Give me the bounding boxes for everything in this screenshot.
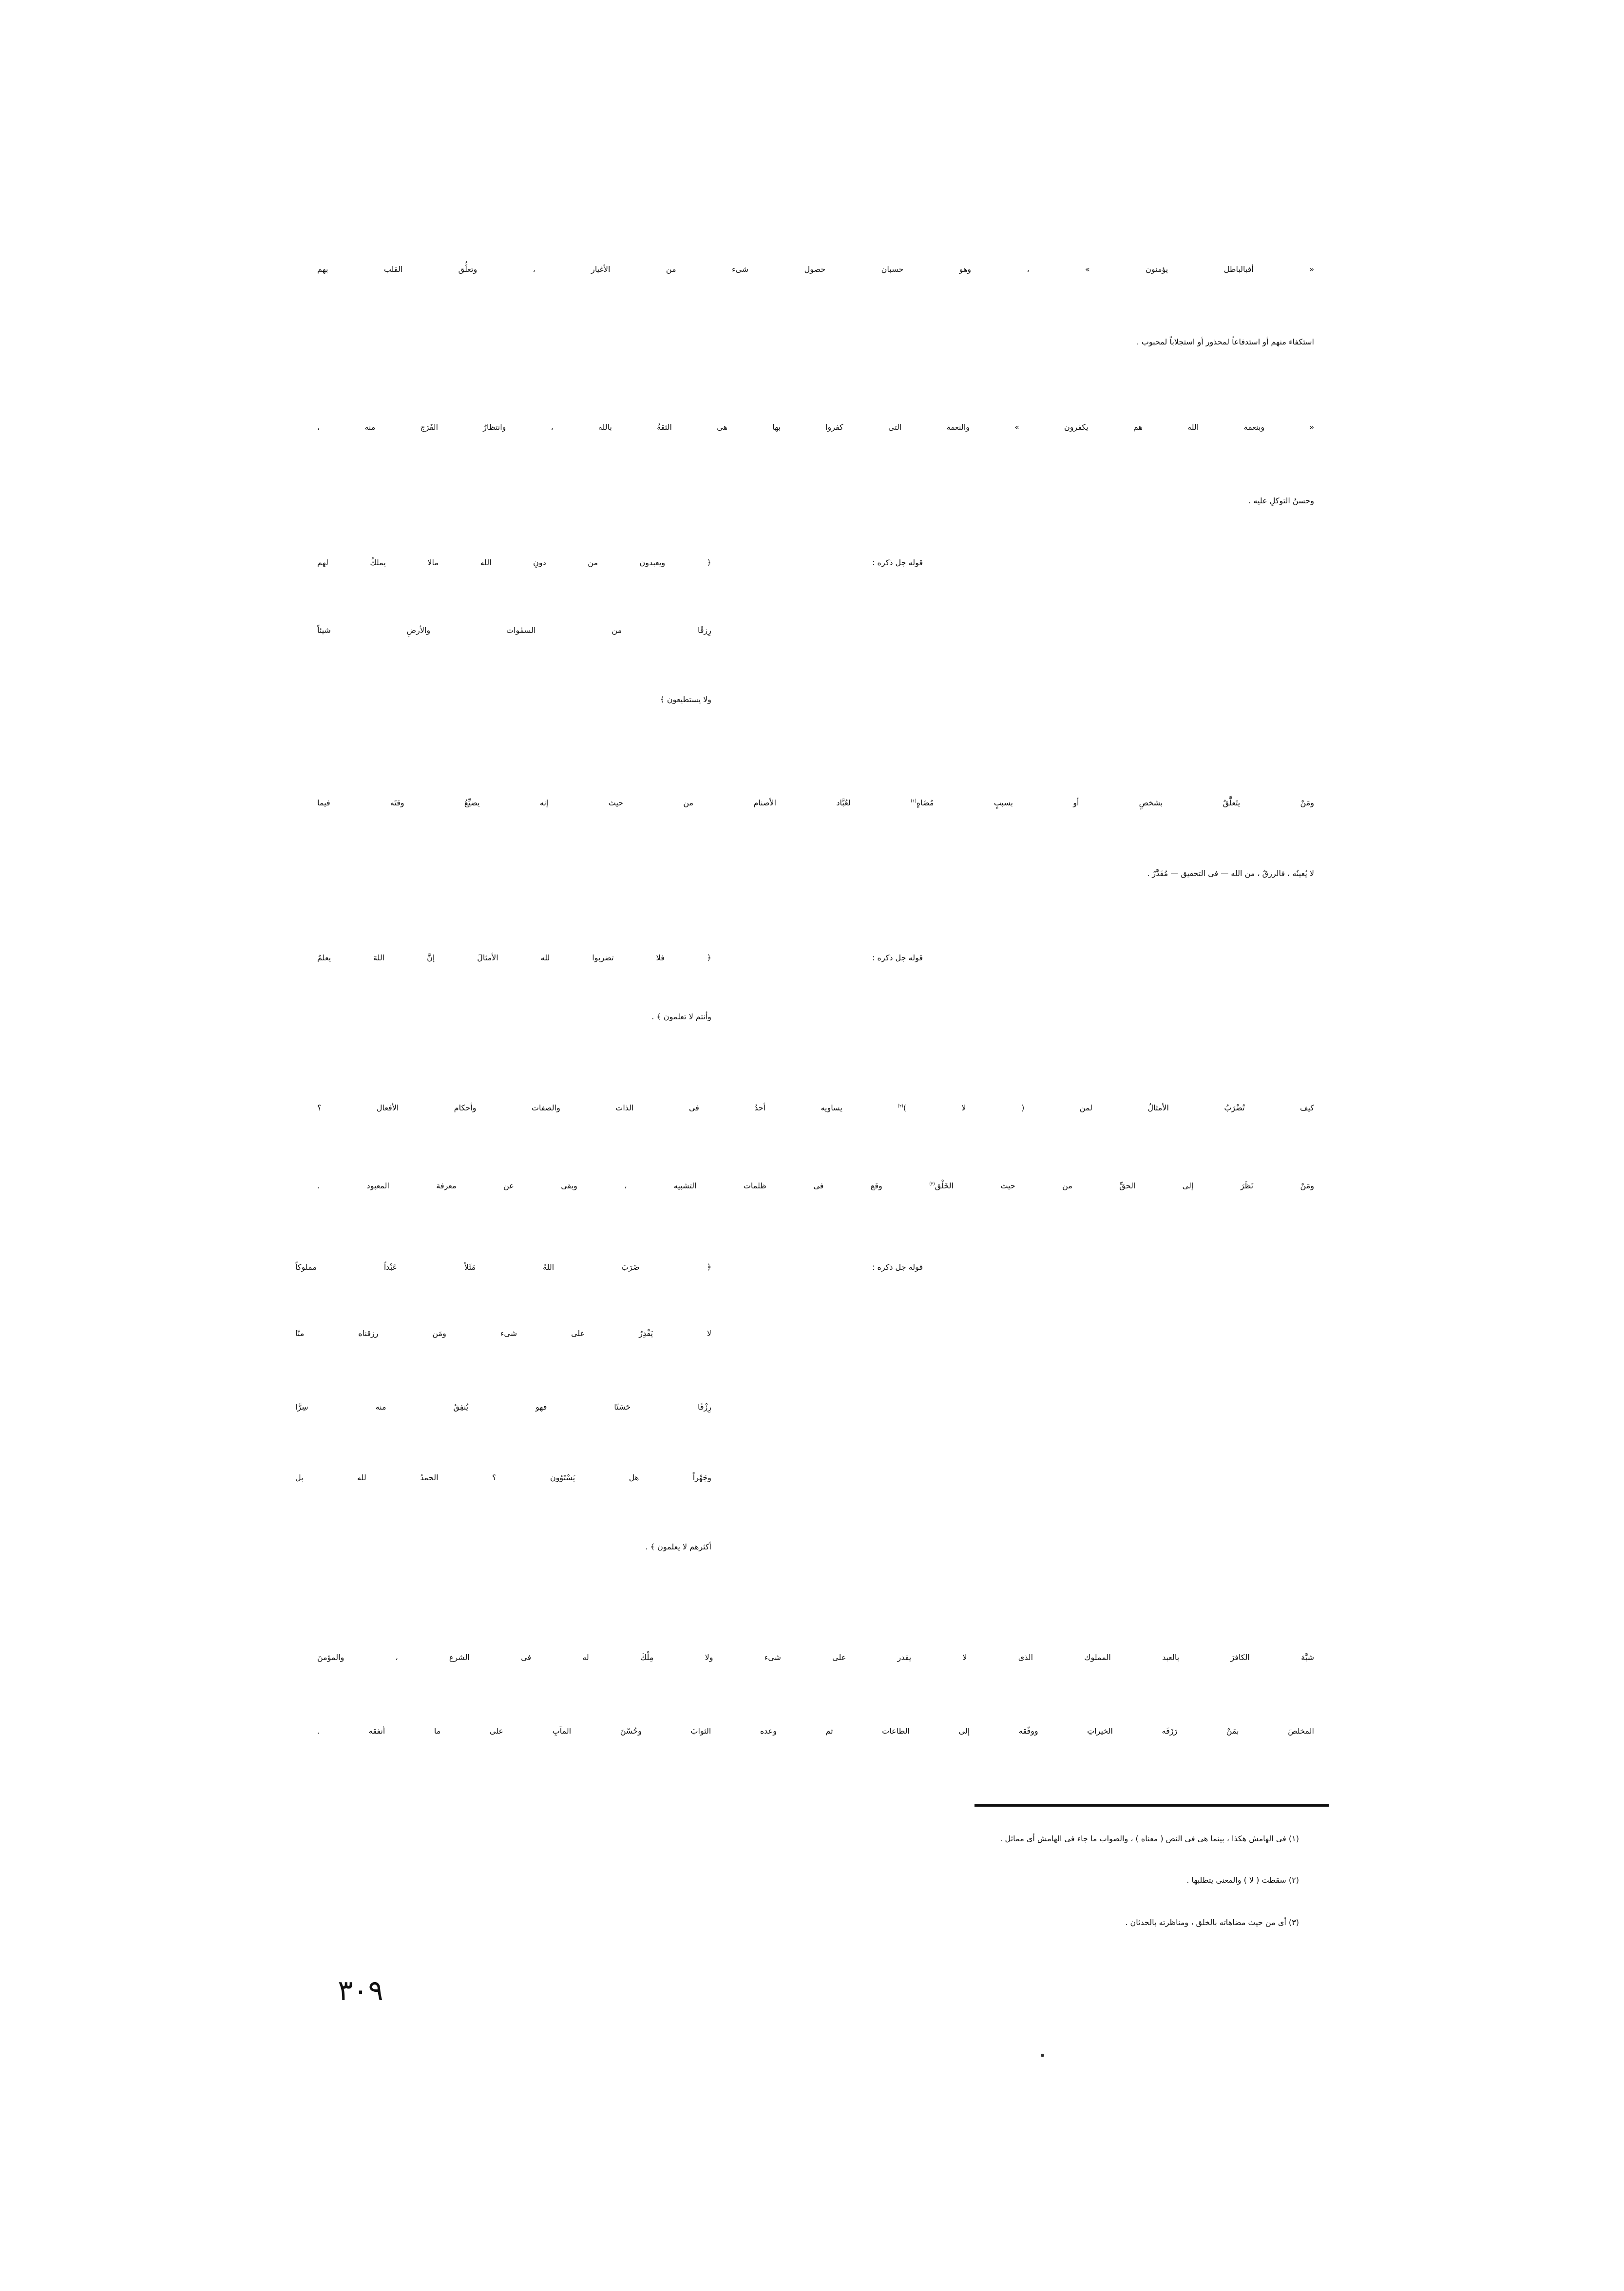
footnote-ref: (٣) [929,1182,935,1187]
verse-line: ﴿ ضَرَبَ اللهُ مَثَلاً عَبْداً مملوكاً [295,1262,711,1272]
verse-line: رِزقًا من السمٰوات والأرضِ شيئاً [317,626,711,635]
footnote [341,1861,1299,1900]
footnote [341,1903,1299,1942]
verse-line: أكثرهم لا يعلمون ﴾ . [645,1542,711,1551]
verse-label: قوله جل ذكره : [872,953,923,962]
commentary-line: استكفاء منهم أو استدفاعاً لمحذور أو استجلاباً لمحبوب . [1136,337,1314,346]
footnote-ref: (٢) [898,1104,903,1109]
commentary-line: « وبنعمة الله هم يكفرون » والنعمة التى كفروا بها هى الثقةُ بالله ، وانتظارُ الفَرَج منه ، [317,422,1314,432]
footnote-text: فى الهامش هكذا ، بينما هى فى النص ( معناه ) ، والصواب ما جاء فى الهامش أى مماثل . [1000,1834,1286,1843]
commentary-line [317,771,1314,835]
commentary-text: يساويه أحدٌ فى الذات والصفات وأحكام الأفعال ؟ [317,1103,842,1112]
verse-line: ولا يستطيعون ﴾ [660,695,711,704]
commentary-line: شبَّهَ الكافرَ بالعبد المملوك الذى لا يقدر على شىء ولا مِلْكَ له فى الشرع ، والمؤمنَ [317,1653,1314,1662]
verse-line: ﴿ ويعبدون من دونِ الله مالا يملكُ لهم [317,558,711,567]
stray-mark [1041,2054,1044,2057]
footnote-rule [974,1804,1329,1807]
commentary-line: وحسنُ التوكلِ عليه . [1248,496,1314,505]
commentary-text: لعُبَّاد الأصنام من حيث إنه يضيِّعُ وقتَه فيما [317,798,851,807]
commentary-text: ومَنْ نَظَرَ إلى الحقِّ من حيث الخَلْق [935,1181,1314,1190]
commentary-line [317,1076,1314,1140]
verse-label: قوله جل ذكره : [872,1262,923,1272]
commentary-line: « أفبالباطل يؤمنون » ، وهو حسبان حصول شىء من الأغيار ، وتعلُّق القلب بهم [317,265,1314,274]
footnote-marker: (١) [1288,1834,1299,1843]
commentary-text: ومَنْ يتَعلَّقُ بشخصٍ أو بسببٍ مُضَاهٍ [916,798,1315,807]
footnote-text: سقطت ( لا ) والمعنى يتطلبها . [1186,1875,1286,1885]
verse-line: لا يَقْدِرُ على شىء ومَن رزقناه منّا [295,1329,711,1338]
footnote-text: أى من حيث مضاهاته بالخلق ، ومناظرته بالحدثان . [1125,1918,1286,1927]
verse-line: ﴿ فلا تضربوا لله الأمثالَ إنَّ اللهَ يعلمُ [317,953,711,962]
commentary-text: كيف تُضْرَبُ الأمثالُ لمن ( لا ) [903,1103,1314,1112]
commentary-text: وقع فى ظلمات التشبيه ، وبقى عن معرفة المعبود . [317,1181,882,1190]
verse-line: رِزْقًا حَسَنًا فهو يُنفِقُ منه سِرًّا [295,1402,711,1412]
verse-line: وأنتم لا تعلمون ﴾ . [651,1012,711,1021]
footnote [341,1819,1299,1858]
footnote-marker: (٣) [1288,1918,1299,1927]
commentary-line: المخلصَ بمَنْ رَزَقَه الخيراتِ ووفّقه إلى الطاعات ثم وعده الثوابَ وحُسْنَ المآبِ على ما أنفقه . [317,1726,1314,1736]
page-number: ٣٠٩ [338,1974,383,2007]
verse-line: وجَهْراً هل يَسْتَوُون ؟ الحمدُ لله بل [295,1473,711,1482]
footnote-ref: (١) [911,799,917,804]
footnote-marker: (٢) [1288,1875,1299,1885]
commentary-line: لا يُعينُه ، فالرزقُ ، من الله — فى التحقيق — مُقَدَّرٌ . [1147,869,1314,878]
commentary-line [317,1154,1314,1218]
verse-label: قوله جل ذكره : [872,558,923,567]
